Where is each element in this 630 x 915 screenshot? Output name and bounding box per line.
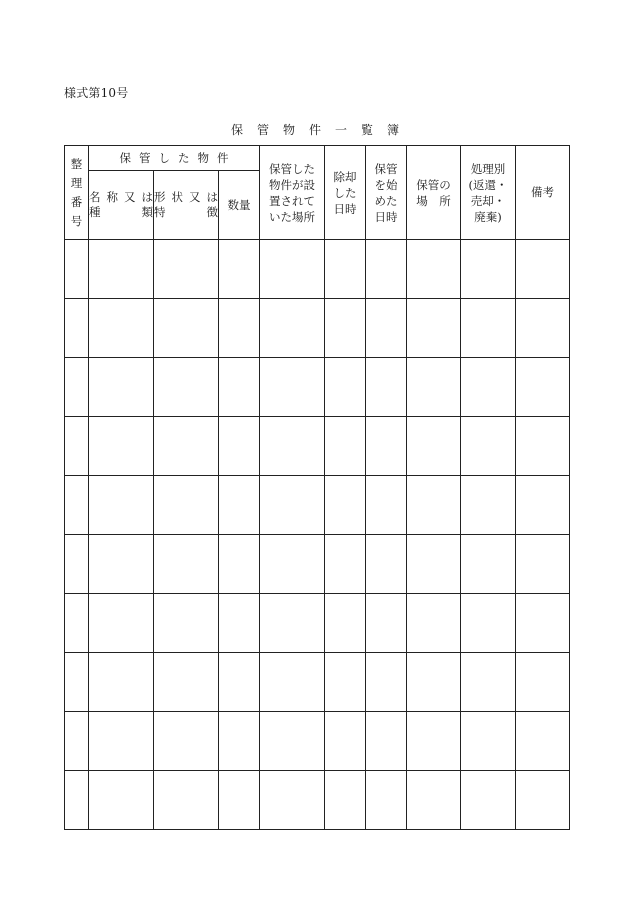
- table-cell: [325, 653, 366, 712]
- header-line: 除却: [333, 169, 357, 184]
- header-char: 番: [70, 194, 83, 209]
- table-cell: [89, 417, 154, 476]
- table-cell: [65, 358, 89, 417]
- table-cell: [219, 653, 260, 712]
- header-char: 号: [70, 213, 83, 228]
- table-row: [65, 535, 570, 594]
- table-cell: [407, 771, 461, 830]
- header-line: 保管した: [269, 161, 315, 176]
- table-cell: [260, 771, 325, 830]
- header-line: 廃棄): [474, 209, 502, 224]
- table-cell: [65, 417, 89, 476]
- table-cell: [325, 535, 366, 594]
- table-cell: [325, 240, 366, 299]
- table-cell: [65, 653, 89, 712]
- table-cell: [65, 240, 89, 299]
- table-cell: [325, 417, 366, 476]
- table-cell: [461, 417, 516, 476]
- table-cell: [154, 712, 219, 771]
- table-cell: [461, 771, 516, 830]
- table-cell: [260, 535, 325, 594]
- table-cell: [516, 417, 570, 476]
- page-title: [0, 121, 630, 138]
- table-cell: [65, 771, 89, 830]
- table-cell: [260, 417, 325, 476]
- table-cell: [516, 771, 570, 830]
- table-cell: [366, 535, 407, 594]
- table-cell: [89, 653, 154, 712]
- table-cell: [260, 476, 325, 535]
- header-char: 類: [141, 205, 153, 219]
- table-cell: [461, 712, 516, 771]
- table-cell: [461, 299, 516, 358]
- header-char: 状: [171, 190, 183, 204]
- table-cell: [461, 594, 516, 653]
- table-cell: [89, 299, 154, 358]
- table-cell: [219, 476, 260, 535]
- table-cell: [366, 417, 407, 476]
- table-cell: [89, 771, 154, 830]
- table-row: [65, 594, 570, 653]
- header-line: めた: [374, 193, 398, 208]
- header-storage-start-datetime: [366, 146, 407, 240]
- table-cell: [366, 594, 407, 653]
- header-char: し: [158, 150, 170, 165]
- table-cell: [154, 299, 219, 358]
- table-cell: [154, 476, 219, 535]
- header-line: を始: [374, 177, 398, 192]
- table-cell: [366, 476, 407, 535]
- table-cell: [461, 653, 516, 712]
- header-line: 売却・: [470, 193, 506, 208]
- header-char: 整: [70, 156, 83, 171]
- table-row: [65, 476, 570, 535]
- header-line: 保管: [374, 161, 398, 176]
- table-cell: [366, 653, 407, 712]
- header-char: 物: [197, 150, 209, 165]
- table-cell: [407, 358, 461, 417]
- table-row: [65, 299, 570, 358]
- table-cell: [154, 653, 219, 712]
- table-cell: [219, 358, 260, 417]
- header-line: 物件が設: [269, 177, 315, 192]
- table-cell: [325, 299, 366, 358]
- header-line: 置されて: [269, 193, 315, 208]
- table-cell: [366, 771, 407, 830]
- table-cell: [325, 594, 366, 653]
- header-char: た: [178, 150, 190, 165]
- table-cell: [219, 712, 260, 771]
- table-cell: [366, 299, 407, 358]
- table-cell: [89, 535, 154, 594]
- storage-register-table: [64, 145, 570, 830]
- table-cell: [325, 358, 366, 417]
- form-number: 様式第10号: [64, 86, 129, 100]
- header-line: した: [333, 185, 357, 200]
- table-cell: [154, 535, 219, 594]
- table-cell: [154, 594, 219, 653]
- header-char: 又: [189, 190, 201, 204]
- table-cell: [219, 535, 260, 594]
- table-cell: [219, 299, 260, 358]
- table-cell: [516, 653, 570, 712]
- header-line: いた場所: [269, 209, 315, 224]
- table-row: [65, 417, 570, 476]
- title-char: 保: [230, 123, 243, 137]
- header-installed-place: [260, 146, 325, 240]
- header-char: は: [141, 190, 153, 204]
- title-char: 管: [256, 123, 269, 137]
- table-cell: [260, 712, 325, 771]
- title-char: 件: [308, 123, 321, 137]
- table-cell: [65, 712, 89, 771]
- table-cell: [65, 535, 89, 594]
- table-cell: [65, 299, 89, 358]
- table-cell: [325, 771, 366, 830]
- table-cell: [461, 358, 516, 417]
- header-char: 形: [154, 190, 166, 204]
- table-cell: [219, 417, 260, 476]
- table-row: [65, 712, 570, 771]
- table-cell: [407, 712, 461, 771]
- header-char: 名: [89, 190, 101, 204]
- header-stored-item-group: [89, 146, 260, 171]
- table-cell: [407, 240, 461, 299]
- table-cell: [516, 299, 570, 358]
- table-cell: [407, 535, 461, 594]
- header-char: 種: [89, 205, 101, 219]
- header-char: 徴: [206, 205, 218, 219]
- table-cell: [461, 240, 516, 299]
- table-cell: [407, 299, 461, 358]
- table-cell: [89, 594, 154, 653]
- table-row: [65, 771, 570, 830]
- header-disposal-type: [461, 146, 516, 240]
- table-cell: [260, 299, 325, 358]
- table-cell: [219, 240, 260, 299]
- table-cell: [407, 476, 461, 535]
- table-cell: [516, 240, 570, 299]
- header-char: は: [206, 190, 218, 204]
- header-char: 特: [154, 205, 166, 219]
- table-cell: [516, 712, 570, 771]
- header-storage-place: [407, 146, 461, 240]
- table-cell: [65, 476, 89, 535]
- table-cell: [461, 535, 516, 594]
- table-cell: [407, 417, 461, 476]
- table-cell: [461, 476, 516, 535]
- table-cell: [366, 358, 407, 417]
- title-char: 簿: [387, 123, 400, 137]
- table-cell: [89, 240, 154, 299]
- title-char: 一: [335, 123, 348, 137]
- table-cell: [325, 712, 366, 771]
- table-row: [65, 358, 570, 417]
- table-cell: [407, 653, 461, 712]
- header-char: 又: [124, 190, 136, 204]
- table-cell: [154, 358, 219, 417]
- header-removed-datetime: [325, 146, 366, 240]
- table-cell: [154, 771, 219, 830]
- title-char: 物: [282, 123, 295, 137]
- header-char: 管: [139, 150, 151, 165]
- header-line: 処理別: [470, 161, 506, 176]
- header-char: 件: [217, 150, 229, 165]
- header-line: 場 所: [416, 193, 451, 208]
- table-cell: [366, 240, 407, 299]
- table-row: [65, 653, 570, 712]
- header-line: (返還・: [468, 177, 508, 192]
- table-cell: [516, 535, 570, 594]
- table-cell: [89, 712, 154, 771]
- table-cell: [89, 476, 154, 535]
- table-cell: [219, 594, 260, 653]
- table-cell: [154, 417, 219, 476]
- title-char: 覧: [361, 123, 374, 137]
- header-line: 日時: [333, 201, 357, 216]
- header-seiri-bango: [65, 146, 89, 240]
- table-cell: [219, 771, 260, 830]
- table-cell: [516, 476, 570, 535]
- table-cell: [154, 240, 219, 299]
- header-char: 理: [70, 175, 83, 190]
- table-cell: [516, 358, 570, 417]
- header-char: 保: [119, 150, 131, 165]
- table-cell: [366, 712, 407, 771]
- header-line: 保管の: [416, 177, 451, 192]
- header-remarks: 備考: [516, 146, 570, 240]
- table-cell: [260, 653, 325, 712]
- header-line: 日時: [374, 209, 398, 224]
- header-name-or-type: [89, 171, 154, 240]
- table-cell: [260, 358, 325, 417]
- table-cell: [89, 358, 154, 417]
- header-shape-or-feature: [154, 171, 219, 240]
- table-cell: [65, 594, 89, 653]
- table-cell: [325, 476, 366, 535]
- table-cell: [260, 594, 325, 653]
- table-cell: [516, 594, 570, 653]
- table-cell: [407, 594, 461, 653]
- table-row: [65, 240, 570, 299]
- header-char: 称: [106, 190, 118, 204]
- table-cell: [260, 240, 325, 299]
- header-quantity: 数量: [219, 171, 260, 240]
